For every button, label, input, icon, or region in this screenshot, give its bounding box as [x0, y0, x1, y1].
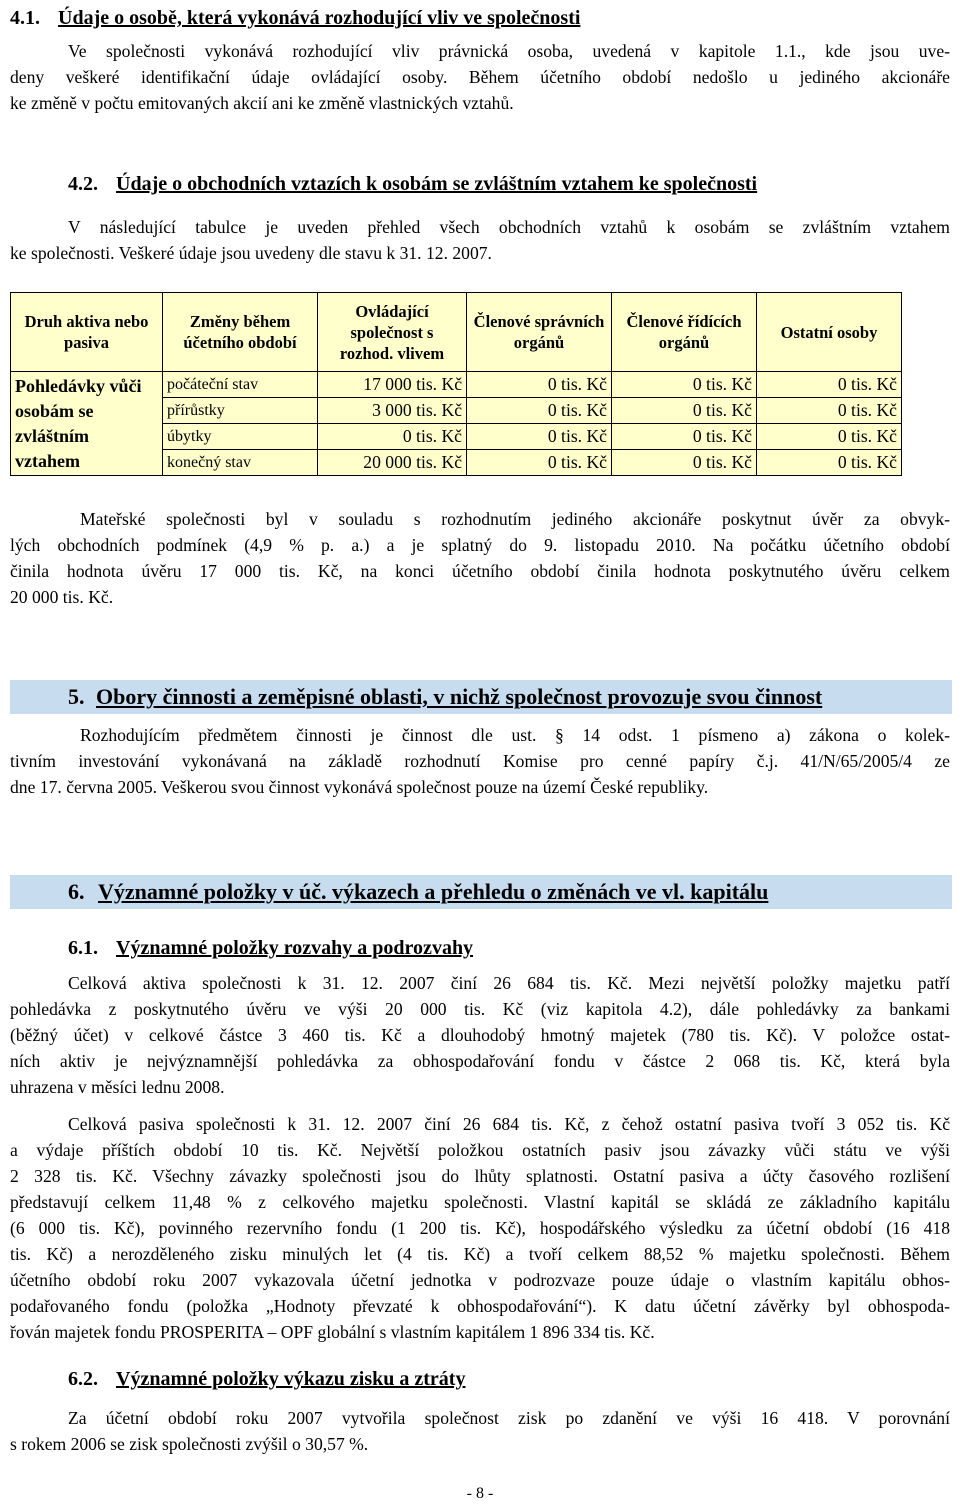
text-line: řován majetek fondu PROSPERITA – OPF globální s vlastním kapitálem 1 896 334 tis. Kč.	[10, 1322, 655, 1342]
text-line: dne 17. června 2005. Veškerou svou činnost vykonává společnost pouze na území České republiky.	[10, 777, 709, 797]
text-line: Mateřské společnosti byl v souladu s rozhodnutím jediného akcionáře poskytnut úvěr za obvyk-	[80, 509, 950, 529]
text-line: Celková aktiva společnosti k 31. 12. 2007 činí 26 684 tis. Kč. Mezi největší položky majetku patří	[68, 973, 950, 993]
section-number: 4.1.	[10, 7, 40, 29]
cell-value: 0 tis. Kč	[757, 450, 902, 476]
text-line: s rokem 2006 se zisk společnosti zvýšil o 30,57 %.	[10, 1434, 369, 1454]
cell-value: 0 tis. Kč	[612, 372, 757, 398]
table-header: Ostatní osoby	[757, 293, 902, 372]
text-line: tis. Kč) a nerozděleného zisku minulých let (4 tis. Kč) a tvoří celkem 88,52 % majetku společnosti. Během	[10, 1244, 950, 1264]
text-line: lých obchodních podmínek (4,9 % p. a.) a je splatný do 9. listopadu 2010. Na počátku účetního období	[10, 535, 950, 555]
loan-paragraph	[10, 506, 950, 610]
table-header: Změny během účetního období	[163, 293, 318, 372]
text-line: ke změně v počtu emitovaných akcií ani ke změně vlastnických vztahů.	[10, 93, 514, 113]
table-header: Členové řídících orgánů	[612, 293, 757, 372]
row-label: úbytky	[163, 424, 318, 450]
section-title: Údaje o osobě, která vykonává rozhodující vliv ve společnosti	[58, 7, 581, 29]
cell-value: 0 tis. Kč	[612, 424, 757, 450]
section-number: 5.	[68, 684, 85, 709]
text-line: představují celkem 11,48 % z celkového majetku společnosti. Vlastní kapitál se skládá ze základního kapitálu	[10, 1192, 950, 1212]
text-line: Celková pasiva společnosti k 31. 12. 2007 činí 26 684 tis. Kč, z čehož ostatní pasiva tvoří 3 052 tis. Kč	[68, 1114, 950, 1134]
section-4-1-heading	[10, 6, 580, 30]
related-parties-table	[10, 292, 902, 476]
section-title: Významné položky v úč. výkazech a přehledu o změnách ve vl. kapitálu	[98, 879, 769, 904]
cell-value: 0 tis. Kč	[612, 450, 757, 476]
text-line: ke společnosti. Veškeré údaje jsou uvedeny dle stavu k 31. 12. 2007.	[10, 243, 492, 263]
section-6-heading	[68, 875, 768, 909]
text-line: (běžný účet) v celkové částce 3 460 tis. Kč a dlouhodobý hmotný majetek (780 tis. Kč). V položce ostat-	[10, 1025, 950, 1045]
text-line: činila hodnota úvěru 17 000 tis. Kč, na konci účetního období činila hodnota poskytnutého úvěru celkem	[10, 561, 950, 581]
text-line: ních aktiv je nejvýznamnější pohledávka za obhospodařování fondu v částce 2 068 tis. Kč, která byla	[10, 1051, 950, 1071]
section-number: 6.2.	[68, 1368, 98, 1390]
section-4-2-paragraph	[10, 214, 950, 266]
row-head: Pohledávky vůči osobám se zvláštním vztahem	[11, 372, 163, 476]
text-line: Rozhodujícím předmětem činnosti je činnost dle ust. § 14 odst. 1 písmeno a) zákona o kolek-	[80, 725, 950, 745]
cell-value: 3 000 tis. Kč	[318, 398, 467, 424]
section-5-paragraph	[10, 722, 950, 800]
section-number: 6.	[68, 879, 85, 904]
section-title: Významné položky výkazu zisku a ztráty	[116, 1368, 466, 1390]
cell-value: 17 000 tis. Kč	[318, 372, 467, 398]
section-title: Obory činnosti a zeměpisné oblasti, v nichž společnost provozuje svou činnost	[96, 684, 823, 709]
cell-value: 20 000 tis. Kč	[318, 450, 467, 476]
text-line: 20 000 tis. Kč.	[10, 587, 114, 607]
section-6-2-paragraph	[10, 1405, 950, 1457]
section-number: 6.1.	[68, 937, 98, 959]
text-line: účetního období roku 2007 vykazovala účetní jednotka v podrozvaze pouze údaje o vlastním kapitálu obhos-	[10, 1270, 950, 1290]
cell-value: 0 tis. Kč	[467, 450, 612, 476]
row-label: počáteční stav	[163, 372, 318, 398]
section-4-1-paragraph	[10, 38, 950, 116]
cell-value: 0 tis. Kč	[467, 398, 612, 424]
row-label: konečný stav	[163, 450, 318, 476]
text-line: tivním investování vykonávaná na základě rozhodnutí Komise pro cenné papíry č.j. 41/N/65/2005/4 ze	[10, 751, 950, 771]
cell-value: 0 tis. Kč	[757, 424, 902, 450]
cell-value: 0 tis. Kč	[467, 424, 612, 450]
text-line: 2 328 tis. Kč. Všechny závazky společnosti jsou do lhůty splatnosti. Ostatní pasiva a účty časového rozlišení	[10, 1166, 950, 1186]
table-row	[11, 372, 902, 398]
cell-value: 0 tis. Kč	[318, 424, 467, 450]
cell-value: 0 tis. Kč	[467, 372, 612, 398]
cell-value: 0 tis. Kč	[612, 398, 757, 424]
section-6-2-heading	[68, 1367, 465, 1391]
text-line: (6 000 tis. Kč), povinného rezervního fondu (1 200 tis. Kč), hospodářského výsledku za účetní období (16 418	[10, 1218, 950, 1238]
text-line: Za účetní období roku 2007 vytvořila společnost zisk po zdanění ve výši 16 418. V porovnání	[68, 1408, 950, 1428]
section-title: Údaje o obchodních vztazích k osobám se zvláštním vztahem ke společnosti	[116, 173, 758, 195]
text-line: V následující tabulce je uveden přehled všech obchodních vztahů k osobám se zvláštním vztahem	[68, 217, 950, 237]
section-6-1-paragraph-1	[10, 970, 950, 1100]
section-6-1-paragraph-2	[10, 1111, 950, 1345]
section-4-2-heading	[68, 172, 757, 196]
text-line: uhrazena v měsíci lednu 2008.	[10, 1077, 225, 1097]
section-6-1-heading	[68, 936, 473, 960]
cell-value: 0 tis. Kč	[757, 398, 902, 424]
table-header: Členové správních orgánů	[467, 293, 612, 372]
text-line: a výdaje příštích období 10 tis. Kč. Největší položkou ostatních pasiv jsou závazky vůči státu ve výši	[10, 1140, 950, 1160]
section-title: Významné položky rozvahy a podrozvahy	[116, 937, 474, 959]
text-line: Ve společnosti vykonává rozhodující vliv právnická osoba, uvedená v kapitole 1.1., kde jsou uve-	[68, 41, 950, 61]
row-label: přírůstky	[163, 398, 318, 424]
section-number: 4.2.	[68, 173, 98, 195]
section-5-heading	[68, 680, 822, 714]
text-line: pohledávka z poskytnutého úvěru ve výši 20 000 tis. Kč (viz kapitola 4.2), dále pohledávky za bankami	[10, 999, 950, 1019]
table-header: Ovládající společnost s rozhod. vlivem	[318, 293, 467, 372]
table-header-row	[11, 293, 902, 372]
table-header: Druh aktiva nebo pasiva	[11, 293, 163, 372]
text-line: podařovaného fondu (položka „Hodnoty převzaté k obhospodařování“). K datu účetní závěrky byl obhospoda-	[10, 1296, 950, 1316]
page-number: - 8 -	[466, 1485, 494, 1502]
text-line: deny veškeré identifikační údaje ovládající osoby. Během účetního období nedošlo u jediného akcionáře	[10, 67, 950, 87]
cell-value: 0 tis. Kč	[757, 372, 902, 398]
